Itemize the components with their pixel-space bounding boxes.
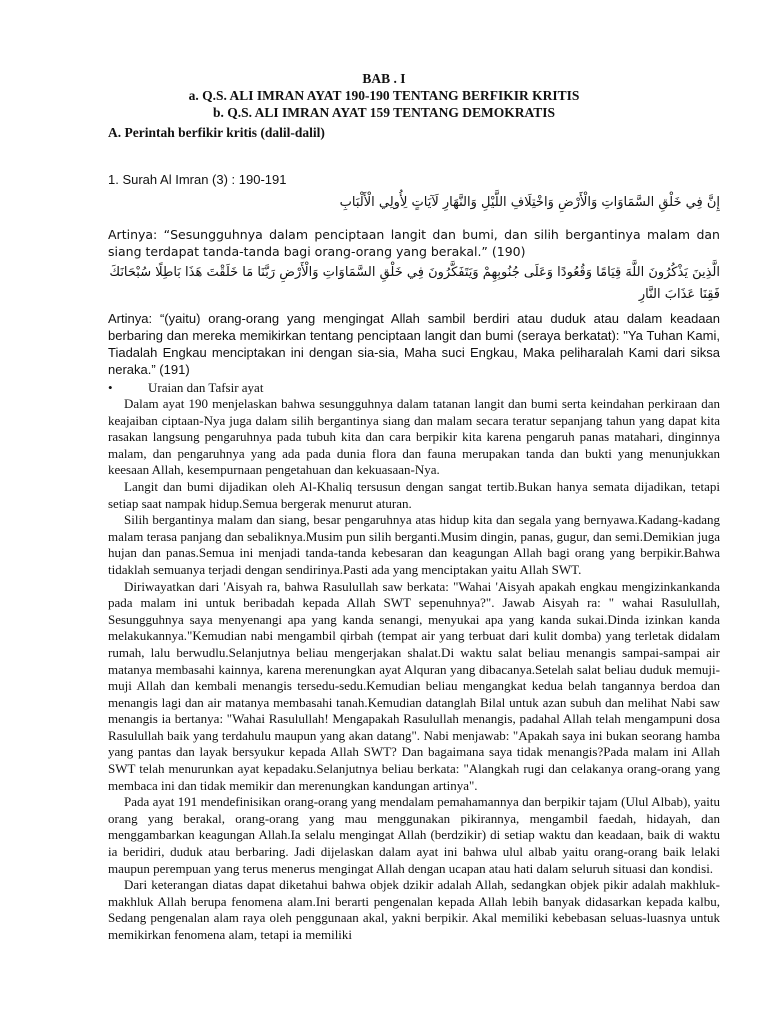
- chapter-title-line-3: b. Q.S. ALI IMRAN AYAT 159 TENTANG DEMOKRATIS: [212, 105, 556, 120]
- bullet-icon: •: [108, 380, 113, 395]
- paragraph: Diriwayatkan dari 'Aisyah ra, bahwa Rasulullah saw berkata: "Wahai 'Aisyah apakah engkau mengizinkankanda pada malam ini untuk beribadah kepada Allah SWT sepenuhnya?". Jawab Aisyah ra: " wahai Rasulullah, Sesungguhnya saya menyenangi apa yang kanda senangi, menyukai apa yang kanda sukai.Dinda izinkan kanda melakukannya."Kemudian nabi mengambil qirbah (tempat air yang terbuat dari kulit domba) yang terletak didalam rumah, lalu berwudlu.Selanjutnya beliau mengerjakan shalat.Di waktu salat beliau menangis sampai-sampai air matanya membasahi kainnya, karena merenungkan ayat Alquran yang dibacanya.Setelah salat beliau duduk memuji-muji Allah dan kembali menangis tersedu-sedu.Kemudian beliau mengangkat kedua belah tangannya berdoa dan menangis lagi dan air matanya membasahi tanah.Kemudian datanglah Bilal untuk azan subuh dan melihat Nabi saw menangis ia bertanya: "Wahai Rasulullah! Mengapakah Rasulullah menangis, padahal Allah telah mengampuni dosa Rasulullah baik yang terdahulu maupun yang akan datang". Nabi menjawab: "Apakah saya ini bukan seorang hamba yang pantas dan layak bersyukur kepada Allah SWT? Dan bagaimana saya tidak menangis?Pada malam ini Allah SWT telah menurunkan ayat kepadaku.Selanjutnya beliau berkata: "Alangkah rugi dan celakanya orang-orang yang membaca ini dan tidak memikir dan merenungkan kandungan artinya".: [108, 578, 720, 793]
- paragraph: Dari keterangan diatas dapat diketahui bahwa objek dzikir adalah Allah, sedangkan objek pikir adalah makhluk-makhluk Allah berupa fenomena alam.Ini berarti pengenalan kepada Allah lebih banyak didasarkan kepada kalbu, Sedang pengenalan alam raya oleh penggunaan akal, yakni berpikir. Akal memiliki kebebasan seluas-luasnya untuk memikirkan fenomena alam, tetapi ia memiliki: [108, 877, 720, 942]
- verse-191-translation: Artinya: “(yaitu) orang-orang yang mengingat Allah sambil berdiri atau duduk atau dalam keadaan berbaring dan mereka memikirkan tentang penciptaan langit dan bumi (seraya berkatat): "Ya Tuhan Kami, Tiadalah Engkau menciptakan ini dengan sia-sia, Maha suci Engkau, Maka peliharalah Kami dari siksa neraka.” (191): [108, 311, 720, 377]
- verse-190-translation: Artinya: “Sesungguhnya dalam penciptaan langit dan bumi, dan silih bergantinya malam dan siang terdapat tanda-tanda bagi orang-orang yang berakal.” (190): [108, 227, 720, 259]
- chapter-title-line-1: BAB . I: [362, 71, 406, 86]
- verse-190-arabic: إِنَّ فِي خَلْقِ السَّمَاوَاتِ وَالْأَرْضِ وَاخْتِلَافِ اللَّيْلِ وَالنَّهَارِ لَآيَاتٍ لِأُولِي الْأَلْبَابِ: [339, 195, 720, 210]
- surah-reference: 1. Surah Al Imran (3) : 190-191: [108, 172, 287, 187]
- tafsir-heading-label: Uraian dan Tafsir ayat: [148, 380, 264, 395]
- chapter-title-line-2: a. Q.S. ALI IMRAN AYAT 190-190 TENTANG BERFIKIR KRITIS: [188, 88, 580, 103]
- tafsir-heading: [108, 380, 263, 396]
- paragraph: Dalam ayat 190 menjelaskan bahwa sesungguhnya dalam tatanan langit dan bumi serta keindahan perkiraan dan keajaiban ciptaan-Nya juga dalam silih bergantinya siang dan malam secara teratur sepanjang tahun yang dapat kita rasakan langsung pengaruhnya pada tubuh kita dan cara berpikir kita karena pengaruh panas matahari, dinginnya malam, dan pengaruhnya yang ada pada dunia flora dan fauna merupakan tanda dan bukti yang menunjukkan keesaan Allah, kesempurnaan pengetahuan dan kekuasaan-Nya.: [108, 396, 720, 478]
- paragraph: Silih bergantinya malam dan siang, besar pengaruhnya atas hidup kita dan segala yang bernyawa.Kadang-kadang malam terasa panjang dan sebaliknya.Musim pun silih berganti.Musim dingin, panas, gugur, dan semi.Demikian juga hujan dan panas.Semua ini menjadi tanda-tanda kebesaran dan keagungan Allah bagi orang yang berpikir.Bahwa tidaklah semuanya terjadi dengan sendirinya.Pasti ada yang menciptakan yaitu Allah SWT.: [108, 512, 720, 577]
- chapter-title: [0, 70, 768, 121]
- verse-191-arabic: الَّذِينَ يَذْكُرُونَ اللَّهَ قِيَامًا وَقُعُودًا وَعَلَى جُنُوبِهِمْ وَيَتَفَكَّرُونَ فِي خَلْقِ السَّمَاوَاتِ وَالْأَرْضِ رَبَّنَا مَا خَلَقْتَ هَذَا بَاطِلًا سُبْحَانَكَ فَقِنَا عَذَابَ النَّارِ: [109, 265, 720, 302]
- paragraph: Pada ayat 191 mendefinisikan orang-orang yang mendalam pemahamannya dan berpikir tajam (Ulul Albab), yaitu orang yang berakal, orang-orang yang mau menggunakan pikirannya, mengambil faedah, hidayah, dan menggambarkan keagungan Allah.Ia selalu mengingat Allah (berdzikir) di setiap waktu dan keadaan, baik di waktu ia beridiri, duduk atau berbaring. Jadi dijelaskan dalam ayat ini bahwa ulul albab yaitu orang-orang baik lelaki maupun perempuan yang terus menerus mengingat Allah dengan ucapan atau hati dalam seluruh situasi dan kondisi.: [108, 794, 720, 876]
- paragraph: Langit dan bumi dijadikan oleh Al-Khaliq tersusun dengan sangat tertib.Bukan hanya semata dijadikan, tetapi setiap saat nampak hidup.Semua bergerak menurut aturan.: [108, 478, 720, 511]
- section-heading: A. Perintah berfikir kritis (dalil-dalil): [108, 125, 325, 140]
- tafsir-body: [108, 396, 720, 944]
